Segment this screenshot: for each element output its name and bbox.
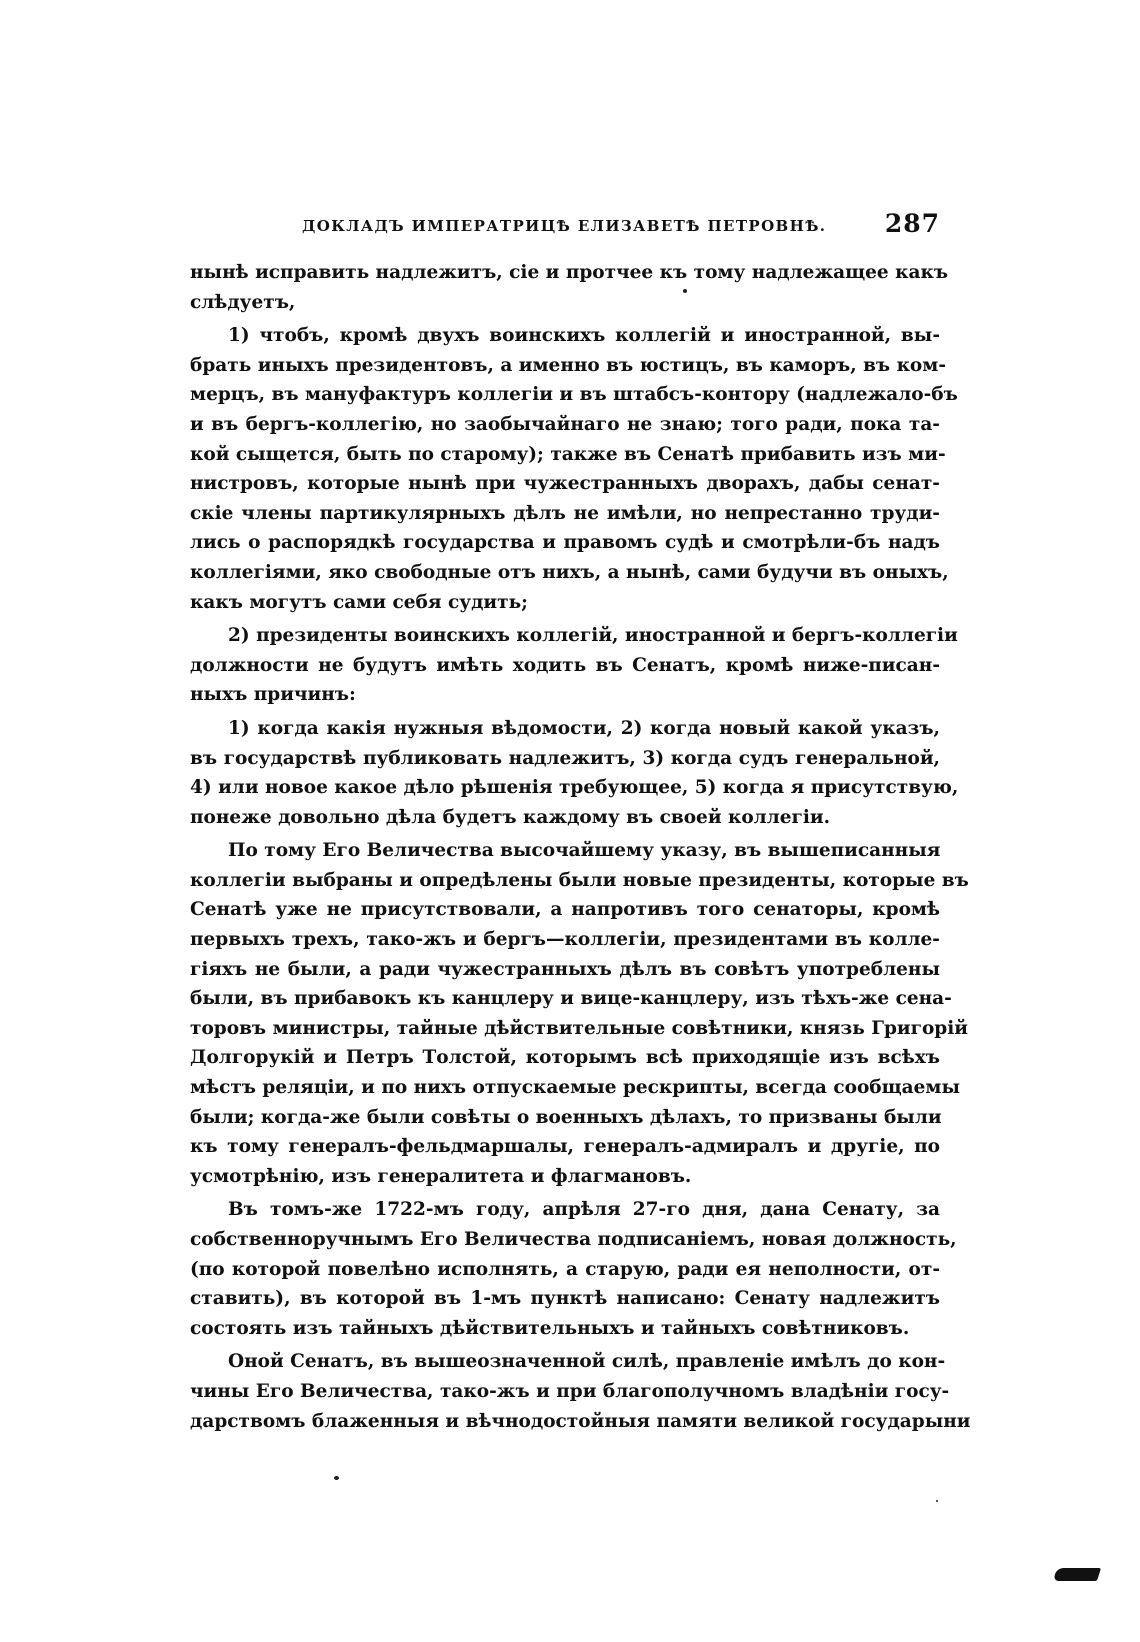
scan-speck [936,1500,938,1502]
text-line: мерцъ, въ мануфактуръ коллегіи и въ штабсъ-контору (надлежало-бъ [190,384,958,406]
scan-edge-mark [1053,1568,1101,1581]
text-line: какъ могутъ сами себя судить; [190,591,528,613]
text-line: кой сыщется, быть по старому); также въ Сенатѣ прибавить изъ ми- [190,443,946,465]
text-line: 1) чтобъ, кромѣ двухъ воинскихъ коллегій и иностранной, вы- [228,325,940,347]
text-line: Оной Сенатъ, въ вышеозначенной силѣ, правленіе имѣлъ до кон- [228,1351,946,1373]
text-line: и въ бергъ-коллегію, но заобычайнаго не знаю; того ради, пока та- [190,413,940,435]
text-line: нистровъ, которые нынѣ при чужестранныхъ дворахъ, дабы сенат- [190,473,940,495]
text-line: 4) или новое какое дѣло рѣшенія требующее, 5) когда я присутствую, [190,777,959,799]
text-line: 1) когда какія нужныя вѣдомости, 2) когда новый какой указъ, [228,717,940,739]
text-line: первыхъ трехъ, тако-жъ и бергъ—коллегіи, президентами въ колле- [190,929,940,951]
text-line: Въ томъ-же 1722-мъ году, апрѣля 27-го дня, дана Сенату, за [228,1199,940,1221]
text-line: были, въ прибавокъ къ канцлеру и вице-канцлеру, изъ тѣхъ-же сена- [190,988,952,1010]
text-line: дарствомъ блаженныя и вѣчнодостойныя памяти великой государыни [190,1410,971,1432]
text-line: лись о распорядкѣ государства и правомъ судѣ и смотрѣли-бъ надъ [190,532,940,554]
text-line: состоять изъ тайныхъ дѣйствительныхъ и тайныхъ совѣтниковъ. [190,1317,910,1339]
text-line: мѣстъ реляціи, и по нихъ отпускаемые рескрипты, всегда сообщаемы [190,1077,961,1099]
text-line: коллегіи выбраны и опредѣлены были новые президенты, которые въ [190,869,969,891]
page-number: 287 [884,209,940,238]
text-line: Долгорукій и Петръ Толстой, которымъ всѣ приходящіе изъ всѣхъ [190,1047,940,1069]
scan-speck [683,289,687,293]
paragraph [190,836,969,1191]
paragraph [190,321,958,617]
text-line: (по которой повелѣно исполнять, а старую, ради ея неполности, от- [190,1258,940,1280]
text-line: 2) президенты воинскихъ коллегій, иностранной и бергъ-коллегіи [228,625,958,647]
text-line: должности не будутъ имѣть ходить въ Сенатъ, кромѣ ниже-писан- [190,654,940,676]
text-line: ставить), въ которой въ 1-мъ пунктѣ написано: Сенату надлежитъ [190,1288,940,1310]
text-line: усмотрѣнію, изъ генералитета и флагмановъ. [190,1165,692,1187]
running-head-title: ДОКЛАДЪ ИМПЕРАТРИЦѢ ЕЛИЗАВЕТѢ ПЕТРОВНѢ. [302,217,827,235]
paragraph [190,621,958,710]
text-line: ныхъ причинъ: [190,684,356,706]
text-line: нынѣ исправить надлежитъ, сіе и протчее къ тому надлежащее какъ [190,262,949,283]
body-text [190,258,971,1440]
running-head [190,209,940,245]
text-line: въ государствѣ публиковать надлежитъ, 3) когда судъ генеральной, [190,747,940,769]
scan-speck [334,1476,339,1480]
text-line: торовъ министры, тайные дѣйствительные совѣтники, князь Григорій [190,1017,968,1039]
paragraph [190,1347,971,1436]
paragraph [190,1195,957,1343]
paragraph [190,258,949,317]
text-line: чины Его Величества, тако-жъ и при благополучномъ владѣніи госу- [190,1380,950,1402]
text-line: гіяхъ не были, а ради чужестранныхъ дѣлъ въ совѣтъ употреблены [190,958,940,980]
text-line: коллегіями, яко свободные отъ нихъ, а нынѣ, сами будучи въ оныхъ, [190,561,949,583]
text-line: По тому Его Величества высочайшему указу, въ вышеписанныя [228,840,941,862]
text-line: брать иныхъ президентовъ, а именно въ юстицъ, въ каморъ, въ ком- [190,354,947,376]
text-line: скіе члены партикулярныхъ дѣлъ не имѣли, но непрестанно труди- [190,502,940,524]
text-line: собственноручнымъ Его Величества подписаніемъ, новая должность, [190,1229,957,1250]
paragraph [190,714,959,832]
text-line: были; когда-же были совѣты о военныхъ дѣлахъ, то призваны были [190,1106,942,1128]
text-line: понеже довольно дѣла будетъ каждому въ своей коллегіи. [190,806,831,828]
text-line: Сенатѣ уже не присутствовали, а напротивъ того сенаторы, кромѣ [190,899,940,921]
text-line: къ тому генералъ-фельдмаршалы, генералъ-адмиралъ и другіе, по [190,1136,940,1158]
text-line: слѣдуетъ, [190,291,296,313]
